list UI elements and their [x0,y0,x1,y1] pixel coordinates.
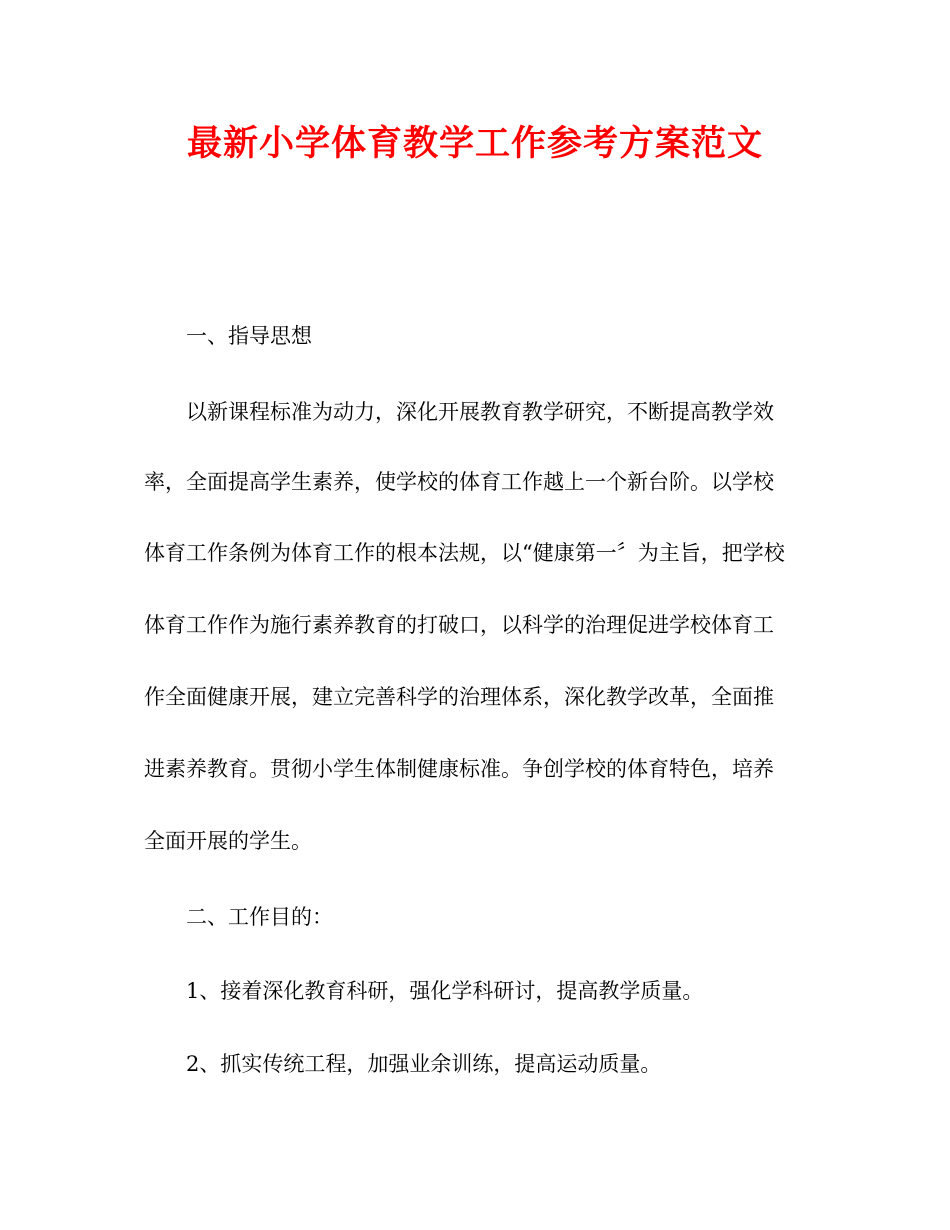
list-item-1: 1、接着深化教育科研，强化学科研讨，提高教学质量。 [186,979,704,1003]
list-item-2: 2、抓实传统工程，加强业余训练，提高运动质量。 [186,1052,662,1076]
paragraph-line-1: 以新课程标准为动力，深化开展教育教学研究，不断提高教学效 [186,400,774,424]
paragraph-line-6: 进素养教育。贯彻小学生体制健康标准。争创学校的体育特色，培养 [144,757,774,781]
paragraph-line-2: 率，全面提高学生素养，使学校的体育工作越上一个新台阶。以学校 [144,470,774,494]
document-title: 最新小学体育教学工作参考方案范文 [186,124,763,164]
section-heading-guiding-ideology: 一、指导思想 [186,324,312,348]
paragraph-line-4: 体育工作作为施行素养教育的打破口，以科学的治理促进学校体育工 [144,613,774,637]
paragraph-line-5: 作全面健康开展，建立完善科学的治理体系，深化教学改革，全面推 [144,685,774,709]
paragraph-line-7: 全面开展的学生。 [144,829,312,853]
section-heading-work-goals: 二、工作目的： [186,905,333,929]
paragraph-line-3: 体育工作条例为体育工作的根本法规，以“健康第一〞为主旨，把学校 [144,541,785,565]
